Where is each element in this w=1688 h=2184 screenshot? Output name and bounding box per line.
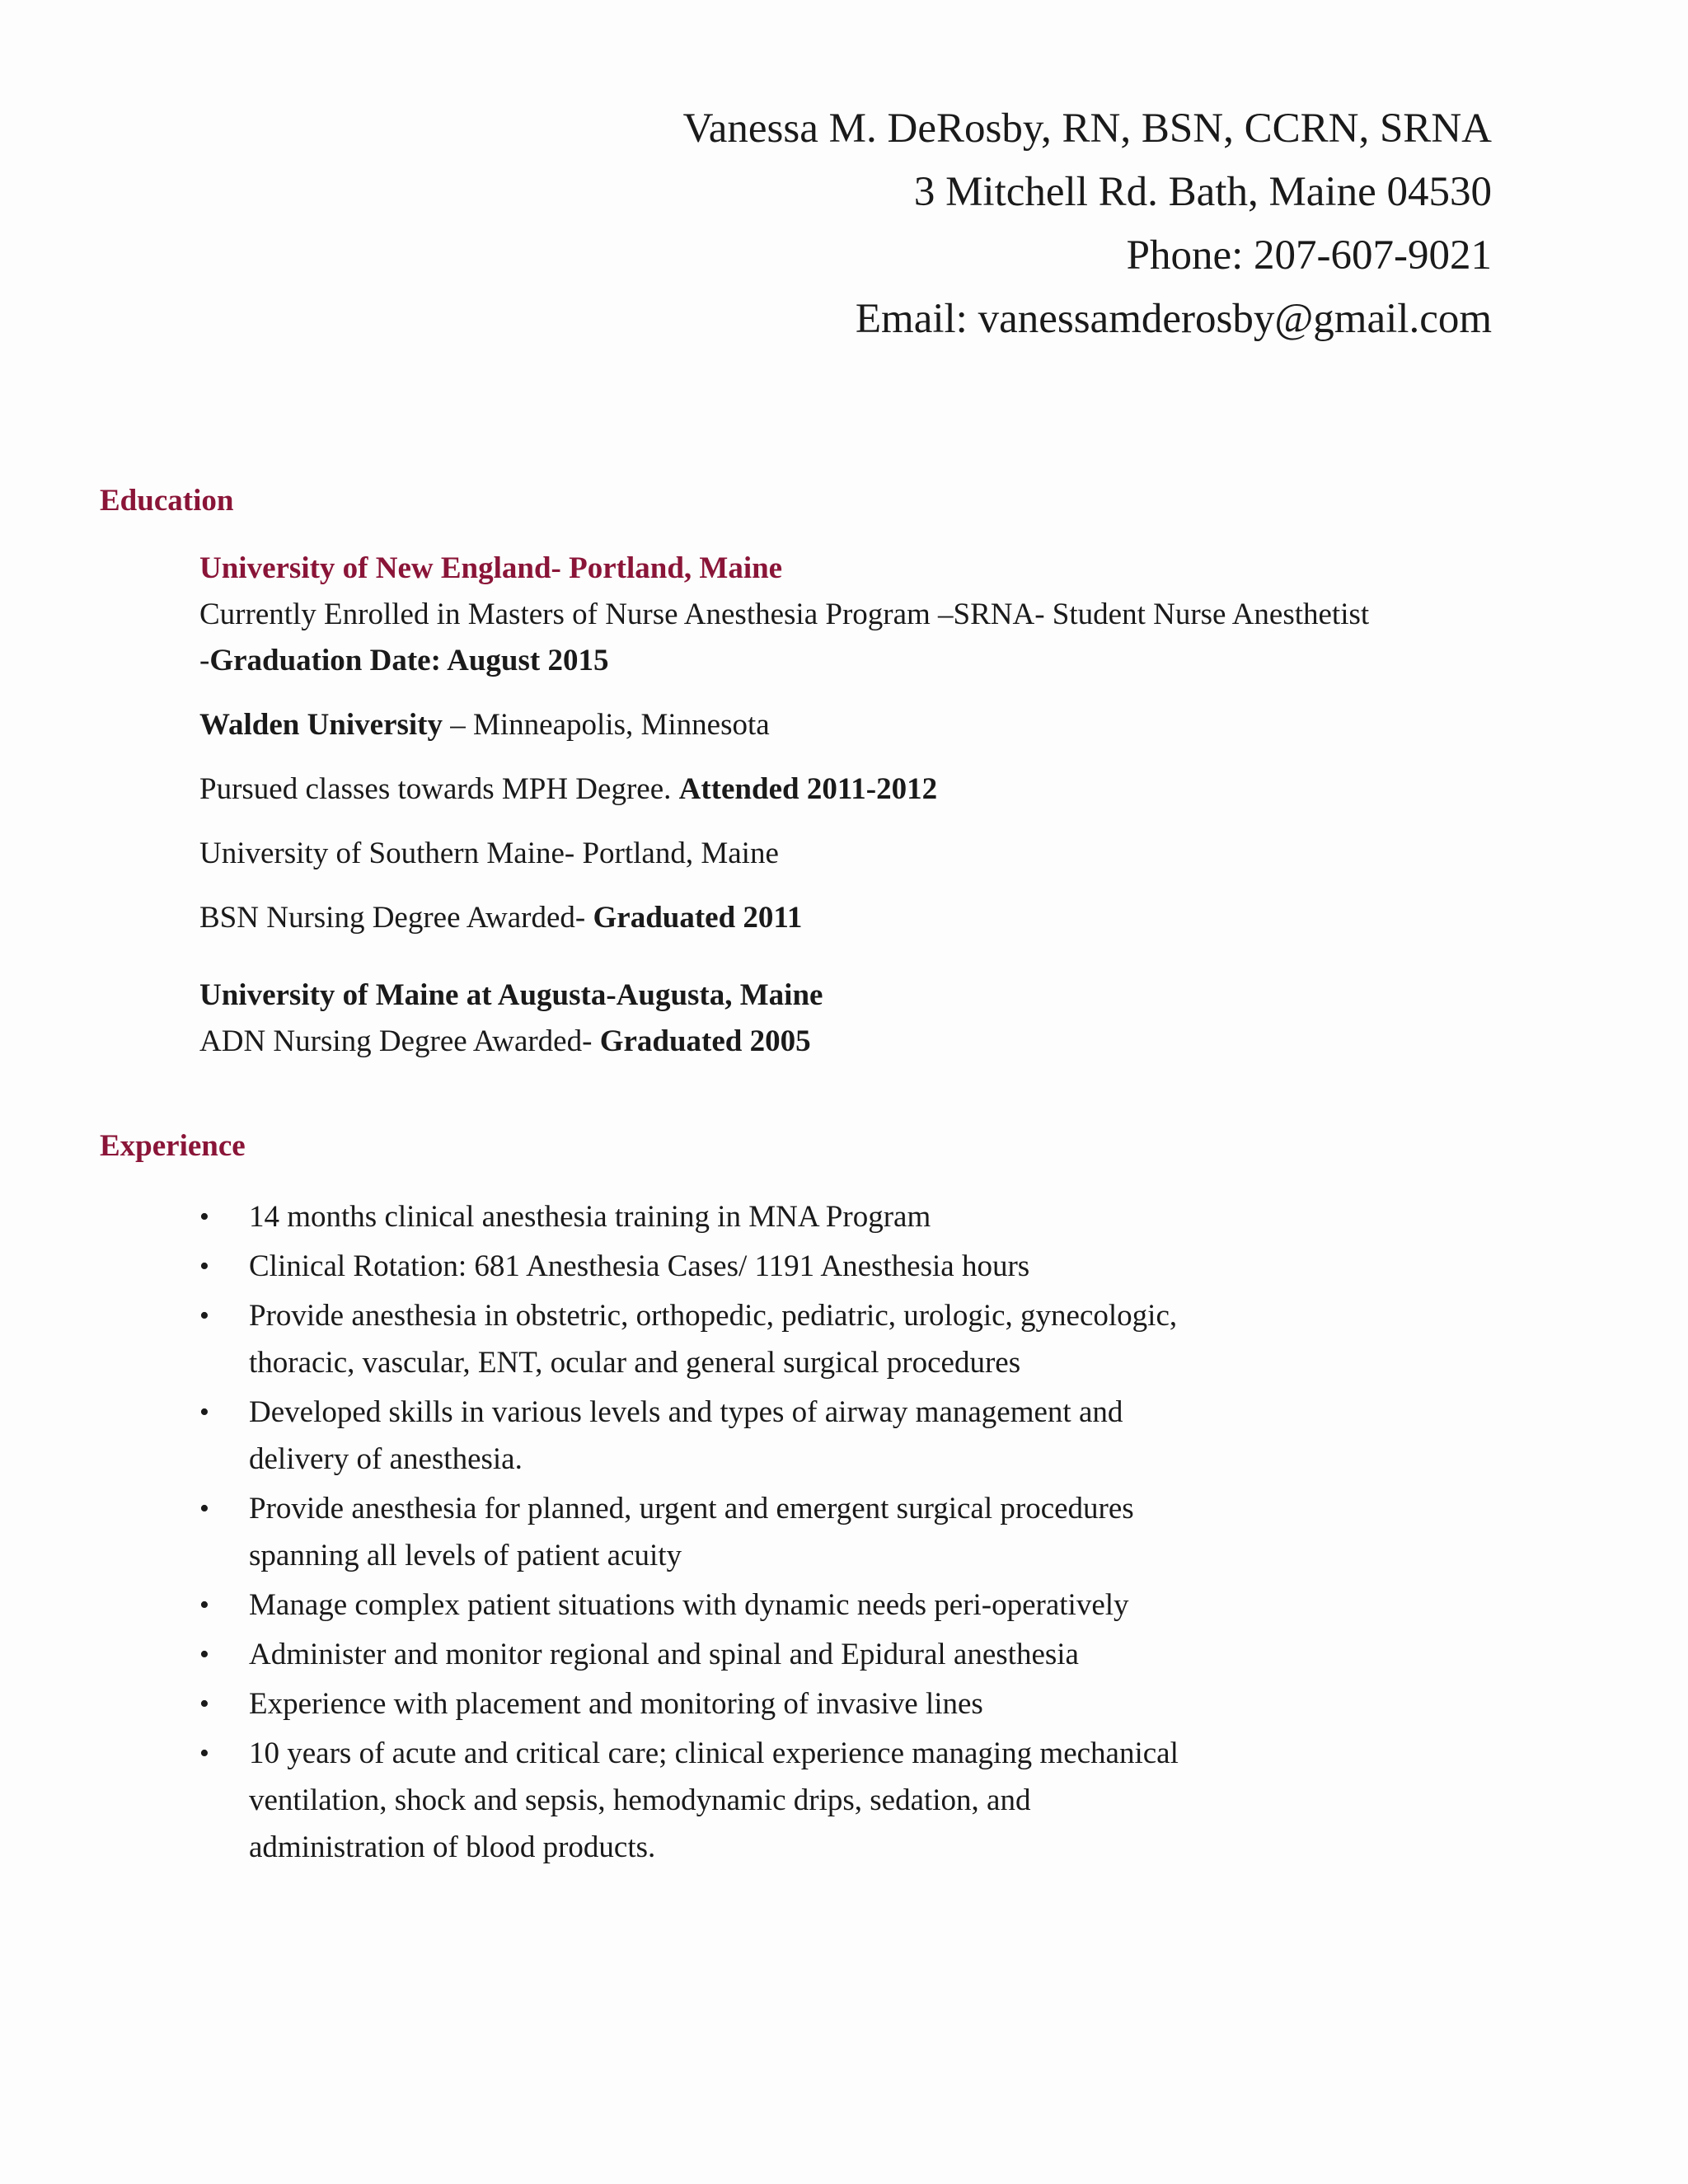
walden-location: – Minneapolis, Minnesota — [443, 708, 770, 742]
experience-heading: Experience — [100, 1129, 246, 1163]
usm-detail-line — [199, 895, 802, 941]
walden-detail-line — [199, 766, 937, 813]
bullet-icon: • — [199, 1397, 209, 1427]
bullet-icon: • — [199, 1251, 209, 1282]
une-grad-prefix: - — [199, 644, 210, 677]
une-name: University of New England- Portland, Maine — [199, 551, 783, 585]
experience-text: Provide anesthesia in obstetric, orthopedic, pediatric, urologic, gynecologic, thoracic, vascular, ENT, ocular and general surgical procedures — [249, 1299, 1178, 1380]
une-detail: Currently Enrolled in Masters of Nurse Anesthesia Program –SRNA- Student Nurse Anesthetist — [199, 598, 1370, 631]
experience-item — [199, 1193, 1189, 1240]
usm-name: University of Southern Maine- Portland, Maine — [199, 837, 779, 870]
bullet-icon: • — [199, 1639, 209, 1670]
usm-detail: BSN Nursing Degree Awarded- — [199, 901, 593, 935]
bullet-icon: • — [199, 1590, 209, 1620]
experience-item — [199, 1243, 1189, 1290]
uma-detail-line — [199, 1019, 811, 1065]
bullet-icon: • — [199, 1301, 209, 1331]
contact-header — [683, 97, 1492, 351]
education-heading: Education — [100, 484, 234, 518]
experience-item — [199, 1631, 1189, 1678]
uma-graduated: Graduated 2005 — [599, 1024, 811, 1058]
applicant-address: 3 Mitchell Rd. Bath, Maine 04530 — [913, 169, 1492, 215]
uma-detail: ADN Nursing Degree Awarded- — [199, 1024, 600, 1058]
experience-item — [199, 1485, 1189, 1579]
experience-text: Administer and monitor regional and spinal and Epidural anesthesia — [249, 1638, 1079, 1671]
walden-detail: Pursued classes towards MPH Degree. — [199, 772, 679, 806]
une-grad-date: Graduation Date: August 2015 — [209, 644, 609, 677]
applicant-email: Email: vanessamderosby@gmail.com — [855, 296, 1492, 342]
applicant-name: Vanessa M. DeRosby, RN, BSN, CCRN, SRNA — [682, 105, 1492, 152]
une-graduation — [199, 638, 608, 684]
experience-item — [199, 1680, 1189, 1727]
experience-text: Developed skills in various levels and types of airway management and delivery of anesthesia. — [249, 1395, 1123, 1476]
bullet-icon: • — [199, 1493, 209, 1524]
walden-name: Walden University — [199, 708, 443, 742]
walden-entry — [199, 702, 770, 748]
bullet-icon: • — [199, 1202, 209, 1232]
experience-text: Clinical Rotation: 681 Anesthesia Cases/ 1191 Anesthesia hours — [249, 1249, 1030, 1283]
bullet-icon: • — [199, 1738, 209, 1769]
experience-item — [199, 1389, 1189, 1483]
experience-text: Provide anesthesia for planned, urgent and emergent surgical procedures spanning all levels of patient acuity — [249, 1492, 1134, 1572]
experience-text: 14 months clinical anesthesia training in MNA Program — [249, 1200, 931, 1234]
bullet-icon: • — [199, 1689, 209, 1719]
walden-attended: Attended 2011-2012 — [678, 772, 938, 806]
experience-text: Experience with placement and monitoring of invasive lines — [249, 1687, 983, 1721]
experience-section — [199, 1193, 1189, 1873]
applicant-phone: Phone: 207-607-9021 — [1126, 232, 1492, 279]
experience-item — [199, 1582, 1189, 1629]
experience-item — [199, 1292, 1189, 1386]
experience-text: 10 years of acute and critical care; clinical experience managing mechanical ventilation, shock and sepsis, hemodynamic drips, sedation, and administration of blood products. — [249, 1736, 1179, 1864]
usm-graduated: Graduated 2011 — [593, 901, 803, 935]
experience-text: Manage complex patient situations with dynamic needs peri-operatively — [249, 1588, 1129, 1622]
experience-item — [199, 1730, 1189, 1871]
uma-name: University of Maine at Augusta-Augusta, Maine — [199, 978, 823, 1012]
experience-list — [199, 1193, 1189, 1871]
